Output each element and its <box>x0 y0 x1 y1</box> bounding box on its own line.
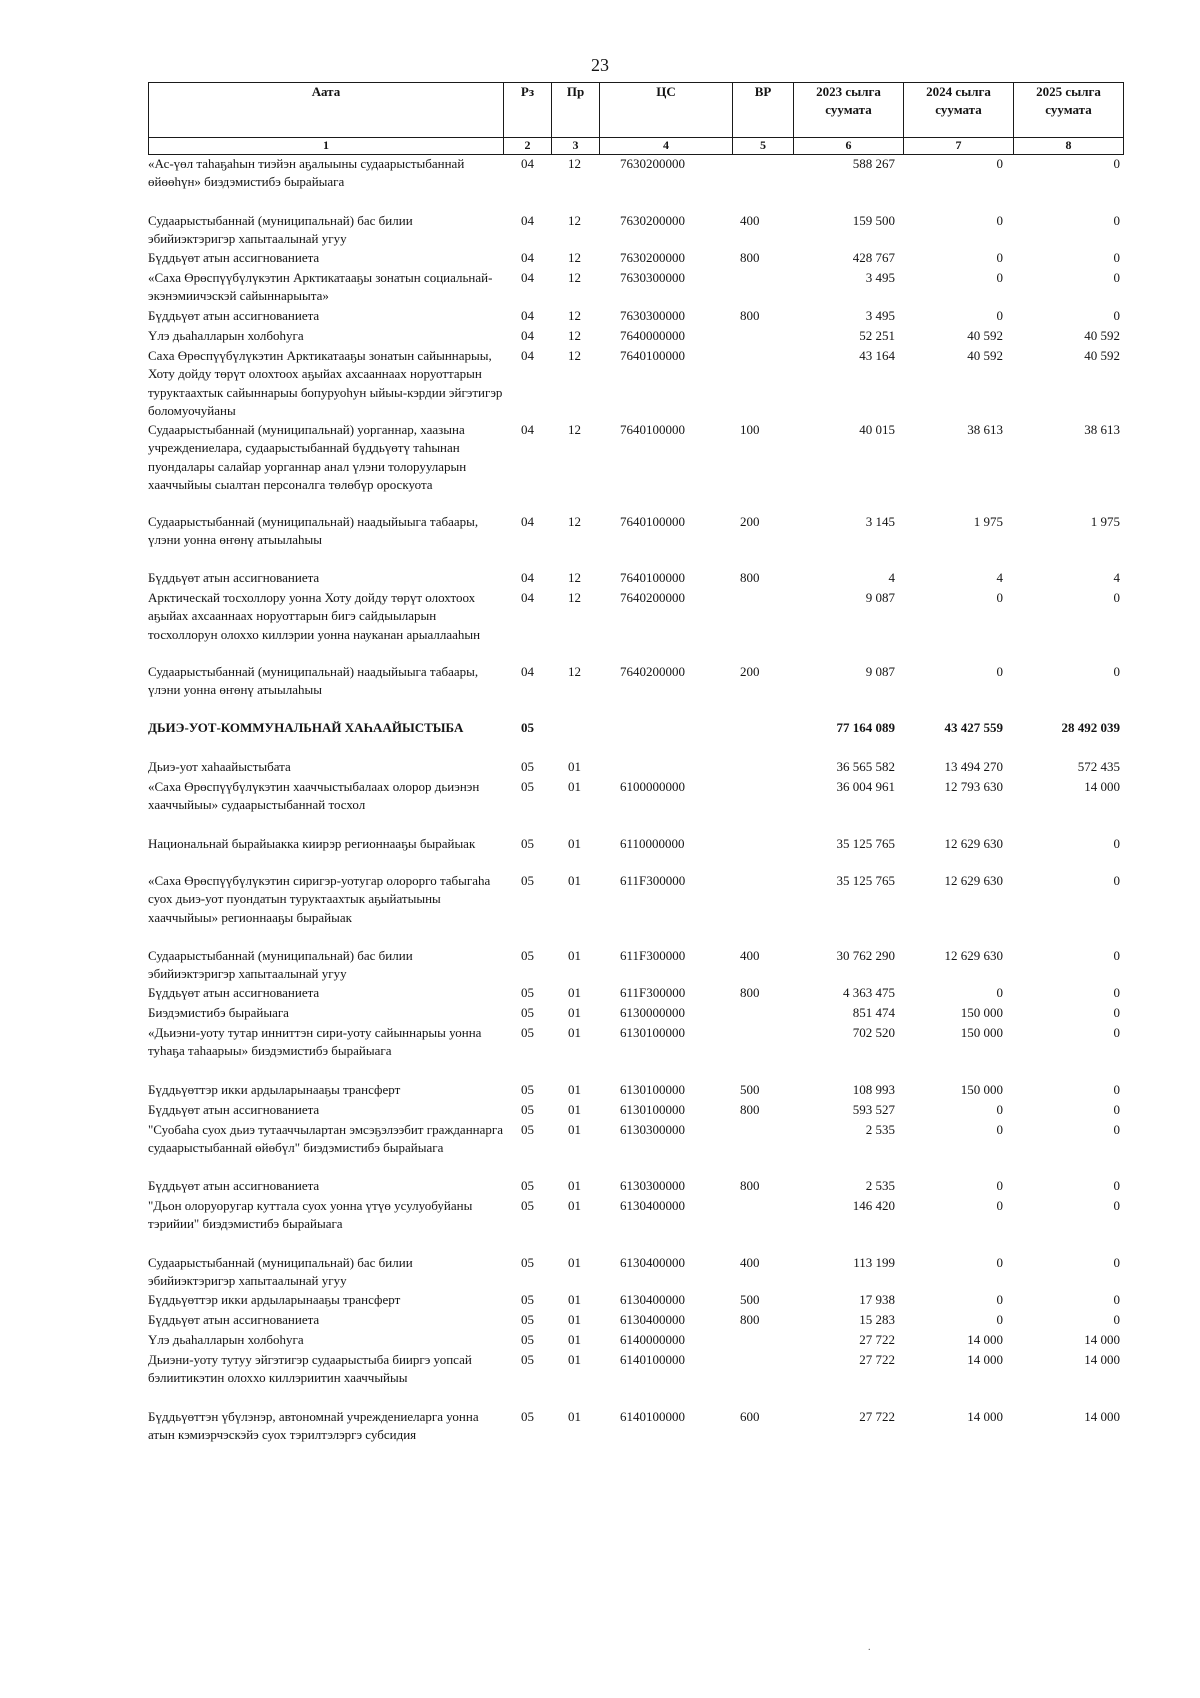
cell-cs: 6130100000 <box>620 1025 685 1040</box>
cell-rz: 05 <box>521 720 534 735</box>
cell-v2025: 40 592 <box>1084 328 1120 343</box>
cell-name: Бүддьүөт атын ассигнованиета <box>148 1102 320 1117</box>
table-row <box>0 327 1200 347</box>
cell-v2023: 3 495 <box>865 270 895 285</box>
cell-v2023: 4 363 475 <box>843 985 895 1000</box>
cell-v2024: 0 <box>996 1255 1003 1270</box>
cell-name: Бүддьүөт атын ассигнованиета <box>148 308 320 323</box>
cell-vr: 800 <box>740 250 760 265</box>
cell-v2025: 38 613 <box>1084 422 1120 437</box>
cell-v2023: 146 420 <box>852 1198 895 1213</box>
col-number-1: 1 <box>149 138 504 155</box>
cell-v2025: 0 <box>1113 1178 1120 1193</box>
cell-pr: 12 <box>568 308 581 323</box>
cell-v2023: 159 500 <box>852 213 895 228</box>
cell-rz: 04 <box>521 250 534 265</box>
cell-v2024: 0 <box>996 270 1003 285</box>
cell-rz: 05 <box>521 1025 534 1040</box>
cell-pr: 12 <box>568 514 581 529</box>
cell-cs: 611F300000 <box>620 948 686 963</box>
cell-v2023: 3 145 <box>865 514 895 529</box>
table-row <box>0 872 1200 947</box>
cell-vr: 800 <box>740 1312 760 1327</box>
table-row <box>0 1197 1200 1254</box>
table-row <box>0 663 1200 719</box>
cell-v2023: 9 087 <box>865 590 895 605</box>
col-header-pr: Пр <box>552 83 600 138</box>
cell-name: Саха Өрөспүүбүлүкэтин Арктикатааҕы зонатын сайыннарыы, Хоту дойду төрүт олохтоох аҕыйах ахсааннаах норуоттарын туруктаахтык сайыннарыы бопуруоһун ыйыы-кэрдии эйгэтигэр боломуочуйаны <box>148 348 503 418</box>
cell-vr: 800 <box>740 570 760 585</box>
cell-cs: 6130100000 <box>620 1082 685 1097</box>
table-body <box>0 155 1200 1448</box>
col-number-3: 3 <box>552 138 600 155</box>
cell-v2025: 0 <box>1113 1292 1120 1307</box>
col-number-2: 2 <box>504 138 552 155</box>
cell-rz: 04 <box>521 590 534 605</box>
cell-rz: 05 <box>521 779 534 794</box>
cell-pr: 12 <box>568 422 581 437</box>
cell-cs: 6130400000 <box>620 1198 685 1213</box>
cell-pr: 01 <box>568 1025 581 1040</box>
col-header-vr: ВР <box>733 83 794 138</box>
cell-v2023: 428 767 <box>852 250 895 265</box>
table-row <box>0 758 1200 778</box>
cell-vr: 100 <box>740 422 760 437</box>
cell-name: Бүддьүөт атын ассигнованиета <box>148 250 320 265</box>
cell-v2025: 14 000 <box>1084 779 1120 794</box>
cell-rz: 05 <box>521 1178 534 1193</box>
cell-cs: 6130400000 <box>620 1292 685 1307</box>
cell-v2025: 1 975 <box>1090 514 1120 529</box>
cell-rz: 04 <box>521 156 534 171</box>
cell-v2024: 12 629 630 <box>944 873 1003 888</box>
cell-rz: 05 <box>521 1352 534 1367</box>
cell-rz: 04 <box>521 348 534 363</box>
cell-name: «Саха Өрөспүүбүлүкэтин хааччыстыбалаах олорор дьиэнэн хааччыйыы» судаарыстыбаннай тосхол <box>148 779 480 813</box>
cell-name: Судаарыстыбаннай (муниципальнай) наадыйыыга табаары, үлэни уонна өҥөнү атыылаһыы <box>148 514 479 548</box>
cell-vr: 400 <box>740 213 760 228</box>
cell-pr: 01 <box>568 873 581 888</box>
cell-v2023: 3 495 <box>865 308 895 323</box>
table-header <box>148 82 1124 155</box>
cell-name: Судаарыстыбаннай (муниципальнай) уорганнар, хаазына учреждениелара, судаарыстыбаннай бүддьүөтү таһынан пуондалары салайар уорганнар анал үлэни толорууларын хааччыйыы сыалтан персоналга төлөбүр ороскуота <box>148 422 467 492</box>
cell-vr: 400 <box>740 1255 760 1270</box>
cell-v2023: 36 004 961 <box>836 779 895 794</box>
cell-pr: 01 <box>568 836 581 851</box>
cell-v2024: 40 592 <box>967 328 1003 343</box>
scan-dot: . <box>868 1642 871 1653</box>
cell-v2024: 43 427 559 <box>944 720 1003 735</box>
table-row <box>0 778 1200 835</box>
cell-cs: 7630300000 <box>620 308 685 323</box>
cell-v2023: 77 164 089 <box>836 720 895 735</box>
cell-v2025: 4 <box>1113 570 1120 585</box>
cell-pr: 01 <box>568 1082 581 1097</box>
cell-v2025: 28 492 039 <box>1061 720 1120 735</box>
cell-rz: 05 <box>521 1082 534 1097</box>
cell-vr: 800 <box>740 1178 760 1193</box>
cell-v2025: 0 <box>1113 250 1120 265</box>
cell-name: Бүддьүөт атын ассигнованиета <box>148 1178 320 1193</box>
cell-v2024: 13 494 270 <box>944 759 1003 774</box>
cell-rz: 05 <box>521 948 534 963</box>
cell-vr: 800 <box>740 985 760 1000</box>
cell-pr: 12 <box>568 328 581 343</box>
cell-vr: 500 <box>740 1292 760 1307</box>
cell-v2025: 0 <box>1113 1198 1120 1213</box>
cell-v2024: 12 793 630 <box>944 779 1003 794</box>
cell-rz: 04 <box>521 664 534 679</box>
cell-name: Биэдэмистибэ бырайыага <box>148 1005 289 1020</box>
cell-v2025: 0 <box>1113 213 1120 228</box>
cell-v2025: 0 <box>1113 1005 1120 1020</box>
cell-v2025: 0 <box>1113 836 1120 851</box>
cell-cs: 611F300000 <box>620 985 686 1000</box>
cell-name: «Саха Өрөспүүбүлүкэтин сиригэр-уотугар олорорго табыгаһа суох дьиэ-уот пуондатын туруктаахтык аҕыйатыыны хааччыйыы» регионнааҕы бырайыак <box>148 873 491 925</box>
table-row <box>0 569 1200 589</box>
cell-v2024: 150 000 <box>960 1082 1003 1097</box>
cell-rz: 04 <box>521 328 534 343</box>
cell-v2023: 27 722 <box>859 1332 895 1347</box>
cell-v2025: 14 000 <box>1084 1352 1120 1367</box>
cell-rz: 04 <box>521 308 534 323</box>
table-row <box>0 1331 1200 1351</box>
col-header-cs: ЦС <box>600 83 733 138</box>
cell-v2023: 35 125 765 <box>836 836 895 851</box>
cell-pr: 01 <box>568 985 581 1000</box>
cell-name: "Суобаһа суох дьиэ тутааччылартан эмсэҕэлээбит гражданнарга судаарыстыбаннай өйөбүл" биэдэмистибэ бырайыага <box>148 1122 503 1156</box>
cell-v2023: 15 283 <box>859 1312 895 1327</box>
cell-cs: 6130300000 <box>620 1122 685 1137</box>
cell-cs: 7630300000 <box>620 270 685 285</box>
cell-name: Бүддьүөттэр икки ардыларынааҕы трансферт <box>148 1292 401 1307</box>
cell-v2025: 0 <box>1113 873 1120 888</box>
cell-v2025: 0 <box>1113 1082 1120 1097</box>
cell-v2025: 14 000 <box>1084 1409 1120 1424</box>
cell-v2023: 17 938 <box>859 1292 895 1307</box>
cell-pr: 01 <box>568 779 581 794</box>
cell-v2025: 0 <box>1113 1025 1120 1040</box>
cell-cs: 6140000000 <box>620 1332 685 1347</box>
cell-v2025: 0 <box>1113 1312 1120 1327</box>
cell-rz: 05 <box>521 1292 534 1307</box>
cell-rz: 05 <box>521 985 534 1000</box>
cell-v2025: 572 435 <box>1077 759 1120 774</box>
cell-v2023: 30 762 290 <box>836 948 895 963</box>
cell-v2025: 0 <box>1113 590 1120 605</box>
cell-cs: 7630200000 <box>620 213 685 228</box>
cell-name: Дьиэ-уот хаһаайыстыбата <box>148 759 291 774</box>
section-row <box>0 719 1200 758</box>
cell-v2023: 2 535 <box>865 1178 895 1193</box>
cell-rz: 04 <box>521 514 534 529</box>
cell-pr: 01 <box>568 1409 581 1424</box>
table-row <box>0 1081 1200 1101</box>
cell-vr: 400 <box>740 948 760 963</box>
cell-vr: 800 <box>740 308 760 323</box>
cell-v2024: 0 <box>996 213 1003 228</box>
cell-name: Национальнай бырайыакка киирэр регионнааҕы бырайыак <box>148 836 476 851</box>
cell-cs: 7640200000 <box>620 664 685 679</box>
cell-v2024: 150 000 <box>960 1025 1003 1040</box>
cell-v2023: 702 520 <box>852 1025 895 1040</box>
cell-v2024: 38 613 <box>967 422 1003 437</box>
cell-cs: 6130100000 <box>620 1102 685 1117</box>
cell-v2024: 0 <box>996 1122 1003 1137</box>
cell-v2025: 0 <box>1113 664 1120 679</box>
cell-cs: 7640000000 <box>620 328 685 343</box>
cell-v2023: 2 535 <box>865 1122 895 1137</box>
cell-pr: 12 <box>568 270 581 285</box>
table-row <box>0 347 1200 421</box>
cell-v2025: 0 <box>1113 308 1120 323</box>
cell-name: Судаарыстыбаннай (муниципальнай) наадыйыыга табаары, үлэни уонна өҥөнү атыылаһыы <box>148 664 479 698</box>
cell-pr: 01 <box>568 948 581 963</box>
cell-pr: 01 <box>568 1292 581 1307</box>
cell-pr: 12 <box>568 250 581 265</box>
cell-name: «Дьиэни-уоту тутар инниттэн сири-уоту сайыннарыы уонна туһаҕа таһаарыы» биэдэмистибэ бырайыага <box>148 1025 482 1059</box>
cell-pr: 12 <box>568 590 581 605</box>
cell-v2023: 4 <box>888 570 895 585</box>
cell-rz: 05 <box>521 1312 534 1327</box>
cell-rz: 05 <box>521 1122 534 1137</box>
cell-v2023: 593 527 <box>852 1102 895 1117</box>
cell-v2024: 0 <box>996 985 1003 1000</box>
cell-v2023: 27 722 <box>859 1352 895 1367</box>
cell-cs: 6130000000 <box>620 1005 685 1020</box>
cell-v2023: 9 087 <box>865 664 895 679</box>
cell-v2025: 0 <box>1113 1255 1120 1270</box>
col-header-2025: 2025 сылга суумата <box>1014 83 1124 138</box>
cell-name: Бүддьүөт атын ассигнованиета <box>148 1312 320 1327</box>
cell-rz: 05 <box>521 1255 534 1270</box>
cell-pr: 01 <box>568 1312 581 1327</box>
cell-cs: 6140100000 <box>620 1352 685 1367</box>
cell-v2025: 0 <box>1113 985 1120 1000</box>
cell-rz: 04 <box>521 422 534 437</box>
cell-cs: 7640100000 <box>620 422 685 437</box>
cell-pr: 01 <box>568 1198 581 1213</box>
cell-v2024: 14 000 <box>967 1409 1003 1424</box>
table-row <box>0 589 1200 663</box>
table-row <box>0 1177 1200 1197</box>
cell-v2023: 35 125 765 <box>836 873 895 888</box>
cell-rz: 05 <box>521 1332 534 1347</box>
cell-cs: 7630200000 <box>620 156 685 171</box>
cell-v2025: 40 592 <box>1084 348 1120 363</box>
cell-pr: 12 <box>568 348 581 363</box>
cell-v2025: 0 <box>1113 156 1120 171</box>
table-row <box>0 249 1200 269</box>
cell-v2023: 588 267 <box>852 156 895 171</box>
cell-v2025: 0 <box>1113 1122 1120 1137</box>
table-row <box>0 1351 1200 1408</box>
cell-v2024: 0 <box>996 1198 1003 1213</box>
table-row <box>0 1024 1200 1081</box>
cell-v2023: 27 722 <box>859 1409 895 1424</box>
cell-v2023: 40 015 <box>859 422 895 437</box>
cell-cs: 6140100000 <box>620 1409 685 1424</box>
table-row <box>0 1291 1200 1311</box>
cell-name: ДЬИЭ-УОТ-КОММУНАЛЬНАЙ ХАҺААЙЫСТЫБА <box>148 720 464 735</box>
cell-v2024: 14 000 <box>967 1352 1003 1367</box>
table-row <box>0 1254 1200 1291</box>
cell-name: Судаарыстыбаннай (муниципальнай) бас билии эбийиэктэригэр хапытаалынай угуу <box>148 948 413 982</box>
cell-rz: 05 <box>521 1005 534 1020</box>
cell-pr: 12 <box>568 213 581 228</box>
cell-pr: 01 <box>568 1102 581 1117</box>
table-row <box>0 307 1200 327</box>
cell-v2024: 14 000 <box>967 1332 1003 1347</box>
cell-pr: 01 <box>568 1005 581 1020</box>
col-header-name: Аата <box>149 83 504 138</box>
cell-v2024: 12 629 630 <box>944 948 1003 963</box>
cell-pr: 12 <box>568 664 581 679</box>
cell-cs: 7630200000 <box>620 250 685 265</box>
cell-v2024: 0 <box>996 1292 1003 1307</box>
cell-v2023: 113 199 <box>853 1255 895 1270</box>
cell-v2024: 0 <box>996 1178 1003 1193</box>
cell-name: Бүддьүөттэн үбүлэнэр, автономнай учреждениеларга уонна атын кэмиэрчэскэйэ суох тэрилтэлэргэ субсидия <box>148 1409 479 1443</box>
cell-name: Судаарыстыбаннай (муниципальнай) бас билии эбийиэктэригэр хапытаалынай угуу <box>148 213 413 247</box>
col-header-2024: 2024 сылга суумата <box>904 83 1014 138</box>
page-number: 23 <box>591 55 609 75</box>
cell-v2024: 1 975 <box>973 514 1003 529</box>
cell-name: «Ас-үөл таһаҕаһын тиэйэн аҕалыыны судаарыстыбаннай өйөөһүн» биэдэмистибэ бырайыага <box>148 156 465 190</box>
cell-pr: 01 <box>568 1122 581 1137</box>
cell-pr: 01 <box>568 1332 581 1347</box>
table-row <box>0 1121 1200 1177</box>
cell-pr: 12 <box>568 570 581 585</box>
col-number-5: 5 <box>733 138 794 155</box>
table-row <box>0 1004 1200 1024</box>
table-row <box>0 947 1200 984</box>
cell-name: Бүддьүөт атын ассигнованиета <box>148 570 320 585</box>
cell-v2024: 0 <box>996 1102 1003 1117</box>
cell-cs: 7640200000 <box>620 590 685 605</box>
cell-rz: 04 <box>521 570 534 585</box>
cell-pr: 12 <box>568 156 581 171</box>
cell-v2023: 52 251 <box>859 328 895 343</box>
cell-cs: 6130300000 <box>620 1178 685 1193</box>
cell-v2024: 0 <box>996 1312 1003 1327</box>
table-row <box>0 155 1200 212</box>
col-number-7: 7 <box>904 138 1014 155</box>
cell-v2023: 36 565 582 <box>836 759 895 774</box>
table-row <box>0 421 1200 513</box>
cell-name: Дьиэни-уоту тутуу эйгэтигэр судаарыстыба бииргэ уопсай бэлиитикэтин олоххо киллэриитин хааччыйыы <box>148 1352 472 1386</box>
cell-cs: 6100000000 <box>620 779 685 794</box>
cell-name: Бүддьүөт атын ассигнованиета <box>148 985 320 1000</box>
cell-name: Үлэ дьаһалларын холбоһуга <box>148 1332 304 1347</box>
table-row <box>0 835 1200 872</box>
cell-v2024: 0 <box>996 664 1003 679</box>
cell-vr: 200 <box>740 664 760 679</box>
cell-pr: 01 <box>568 1255 581 1270</box>
cell-name: «Саха Өрөспүүбүлүкэтин Арктикатааҕы зонатын социальнай-экэнэмиичэскэй сайыннарыыта» <box>148 270 493 304</box>
table-row <box>0 1408 1200 1448</box>
cell-v2024: 0 <box>996 308 1003 323</box>
col-number-8: 8 <box>1014 138 1124 155</box>
cell-v2025: 0 <box>1113 1102 1120 1117</box>
cell-vr: 600 <box>740 1409 760 1424</box>
table-row <box>0 1311 1200 1331</box>
col-header-2023: 2023 сылга суумата <box>794 83 904 138</box>
cell-rz: 05 <box>521 1102 534 1117</box>
cell-rz: 04 <box>521 213 534 228</box>
table-row <box>0 212 1200 249</box>
cell-pr: 01 <box>568 759 581 774</box>
cell-v2025: 14 000 <box>1084 1332 1120 1347</box>
cell-vr: 200 <box>740 514 760 529</box>
cell-rz: 05 <box>521 759 534 774</box>
cell-name: Арктическай тосхоллору уонна Хоту дойду төрүт олохтоох аҕыйах ахсааннаах норуоттарын бигэ сайдыыларын тосхоллорун олоххо киллэрии уонна науканан арыаллааһын <box>148 590 481 642</box>
cell-rz: 05 <box>521 836 534 851</box>
cell-vr: 800 <box>740 1102 760 1117</box>
cell-cs: 6130400000 <box>620 1255 685 1270</box>
cell-v2024: 0 <box>996 156 1003 171</box>
cell-vr: 500 <box>740 1082 760 1097</box>
cell-v2024: 4 <box>996 570 1003 585</box>
cell-v2023: 851 474 <box>852 1005 895 1020</box>
table-row <box>0 269 1200 307</box>
cell-cs: 7640100000 <box>620 348 685 363</box>
cell-cs: 7640100000 <box>620 514 685 529</box>
cell-v2024: 12 629 630 <box>944 836 1003 851</box>
cell-name: Үлэ дьаһалларын холбоһуга <box>148 328 304 343</box>
table-row <box>0 984 1200 1004</box>
cell-cs: 611F300000 <box>620 873 686 888</box>
cell-pr: 01 <box>568 1178 581 1193</box>
table-row <box>0 513 1200 569</box>
cell-cs: 7640100000 <box>620 570 685 585</box>
cell-v2025: 0 <box>1113 270 1120 285</box>
cell-v2024: 40 592 <box>967 348 1003 363</box>
cell-rz: 05 <box>521 873 534 888</box>
cell-v2023: 108 993 <box>852 1082 895 1097</box>
cell-v2024: 0 <box>996 250 1003 265</box>
col-number-4: 4 <box>600 138 733 155</box>
cell-cs: 6110000000 <box>620 836 685 851</box>
cell-v2024: 0 <box>996 590 1003 605</box>
cell-pr: 01 <box>568 1352 581 1367</box>
col-header-rz: Рз <box>504 83 552 138</box>
cell-v2024: 150 000 <box>960 1005 1003 1020</box>
cell-v2025: 0 <box>1113 948 1120 963</box>
cell-rz: 05 <box>521 1409 534 1424</box>
cell-v2023: 43 164 <box>859 348 895 363</box>
table-row <box>0 1101 1200 1121</box>
cell-name: "Дьон олоруоругар куттала суох уонна үтүө усулуобуйаны тэрийии" биэдэмистибэ бырайыага <box>148 1198 473 1232</box>
cell-name: Судаарыстыбаннай (муниципальнай) бас билии эбийиэктэригэр хапытаалынай угуу <box>148 1255 413 1289</box>
cell-cs: 6130400000 <box>620 1312 685 1327</box>
col-number-6: 6 <box>794 138 904 155</box>
cell-rz: 04 <box>521 270 534 285</box>
cell-rz: 05 <box>521 1198 534 1213</box>
cell-name: Бүддьүөттэр икки ардыларынааҕы трансферт <box>148 1082 401 1097</box>
